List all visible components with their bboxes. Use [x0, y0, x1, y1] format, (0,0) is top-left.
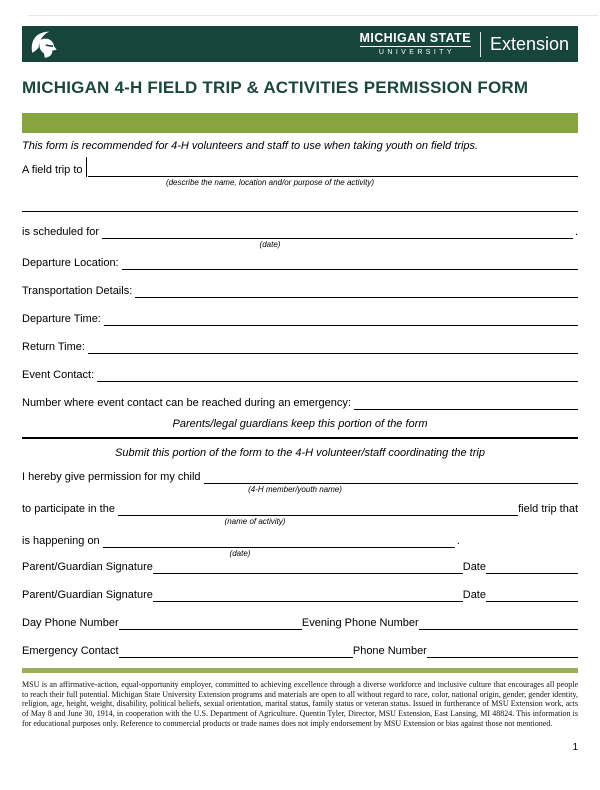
section-divider [22, 437, 578, 439]
date-input-line-1[interactable] [486, 573, 578, 574]
wordmark-divider [480, 32, 481, 57]
emergency-contact-label: Emergency Contact [22, 645, 119, 657]
transportation-details-row [22, 282, 578, 298]
wordmark-university: UNIVERSITY [378, 49, 455, 56]
msu-wordmark [360, 32, 471, 56]
keep-note: Parents/legal guardians keep this portion of the form [172, 418, 428, 430]
signature-input-line-2[interactable] [153, 601, 463, 602]
emergency-number-label: Number where event contact can be reached during an emergency: [22, 397, 351, 409]
happening-date-input-line[interactable] [103, 547, 455, 548]
date-label-1: Date [462, 561, 486, 573]
youth-name-caption: (4-H member/youth name) [248, 485, 342, 494]
scheduled-input-line[interactable] [102, 238, 573, 239]
activity-caption: (name of activity) [224, 517, 286, 526]
text-caret [86, 157, 88, 177]
emergency-contact-row [22, 642, 578, 658]
departure-location-row [22, 254, 578, 270]
form-title: MICHIGAN 4-H FIELD TRIP & ACTIVITIES PERMISSION FORM [22, 78, 529, 97]
departure-location-label: Departure Location: [22, 257, 119, 269]
field-trip-caption: (describe the name, location and/or purpose of the activity) [165, 178, 375, 187]
event-contact-row [22, 366, 578, 382]
field-trip-row [22, 161, 578, 177]
emergency-number-input-line[interactable] [354, 409, 578, 410]
form-body [22, 140, 578, 753]
olive-accent-bar [22, 113, 578, 133]
happening-row [22, 532, 578, 548]
day-phone-input-line[interactable] [119, 629, 302, 630]
date-input-line-2[interactable] [486, 601, 578, 602]
scheduled-period: . [574, 226, 578, 238]
signature-input-line-1[interactable] [153, 573, 463, 574]
permission-label: I hereby give permission for my child [22, 471, 201, 483]
departure-time-row [22, 310, 578, 326]
departure-time-input-line[interactable] [104, 325, 578, 326]
spartan-helmet-icon [28, 29, 58, 59]
msu-masthead [22, 26, 578, 62]
intro-note: This form is recommended for 4-H volunteers and staff to use when taking youth on field trips. [22, 140, 479, 152]
activity-input-line[interactable] [118, 515, 518, 516]
emergency-contact-input-line[interactable] [119, 657, 353, 658]
departure-time-label: Departure Time: [22, 313, 101, 325]
departure-location-input-line[interactable] [122, 269, 578, 270]
page-edge-artifact [28, 15, 598, 16]
happening-period: . [456, 535, 460, 547]
page-number: 1 [572, 741, 578, 753]
phone-row [22, 614, 578, 630]
participate-row [22, 500, 578, 516]
evening-phone-input-line[interactable] [419, 629, 578, 630]
happening-date-caption: (date) [229, 549, 251, 558]
signature-label-2: Parent/Guardian Signature [22, 589, 153, 601]
emergency-number-row [22, 394, 578, 410]
wordmark-michigan-state: MICHIGAN STATE [359, 31, 471, 45]
youth-name-input-line[interactable] [204, 483, 578, 484]
date-label-2: Date [462, 589, 486, 601]
transportation-details-input-line[interactable] [135, 297, 578, 298]
participate-label: to participate in the [22, 503, 115, 515]
footer-disclaimer: MSU is an affirmative-action, equal-opportunity employer, committed to achieving excellence through a diverse workforce and inclusive culture that encourages all people to reach their full potential. Michigan State University Extension programs and materials are open to all without regard to race, color, national origin, gender, gender identity, religion, age, height, weight, disability, political beliefs, sexual orientation, marital status, family status or veteran status. Issued in furtherance of MSU Extension work, acts of May 8 and June 30, 1914, in cooperation with the U.S. Department of Agriculture. Quentin Tyler, Director, MSU Extension, East Lansing, MI 48824. This information is for educational purposes only. Reference to commercial products or trade names does not imply endorsement by MSU Extension or bias against those not mentioned. [22, 680, 578, 728]
field-trip-continuation-line[interactable] [22, 211, 578, 212]
return-time-label: Return Time: [22, 341, 85, 353]
signature-row-1 [22, 558, 578, 574]
scheduled-row [22, 223, 578, 239]
bottom-accent-rule [22, 668, 578, 673]
phone-number-label: Phone Number [352, 645, 427, 657]
participate-suffix: field trip that [518, 503, 578, 515]
signature-row-2 [22, 586, 578, 602]
field-trip-label: A field trip to [22, 164, 83, 176]
scheduled-label: is scheduled for [22, 226, 100, 238]
return-time-row [22, 338, 578, 354]
evening-phone-label: Evening Phone Number [301, 617, 419, 629]
happening-label: is happening on [22, 535, 100, 547]
event-contact-label: Event Contact: [22, 369, 95, 381]
extension-brand: Extension [489, 34, 569, 54]
scheduled-date-caption: (date) [259, 240, 281, 249]
signature-label-1: Parent/Guardian Signature [22, 561, 153, 573]
phone-number-input-line[interactable] [427, 657, 578, 658]
submit-note: Submit this portion of the form to the 4-H volunteer/staff coordinating the trip [115, 447, 485, 459]
field-trip-input-line[interactable] [88, 176, 578, 177]
transportation-details-label: Transportation Details: [22, 285, 133, 297]
event-contact-input-line[interactable] [97, 381, 578, 382]
day-phone-label: Day Phone Number [22, 617, 119, 629]
msu-extension-wordmark [360, 32, 569, 57]
return-time-input-line[interactable] [88, 353, 578, 354]
permission-row [22, 468, 578, 484]
